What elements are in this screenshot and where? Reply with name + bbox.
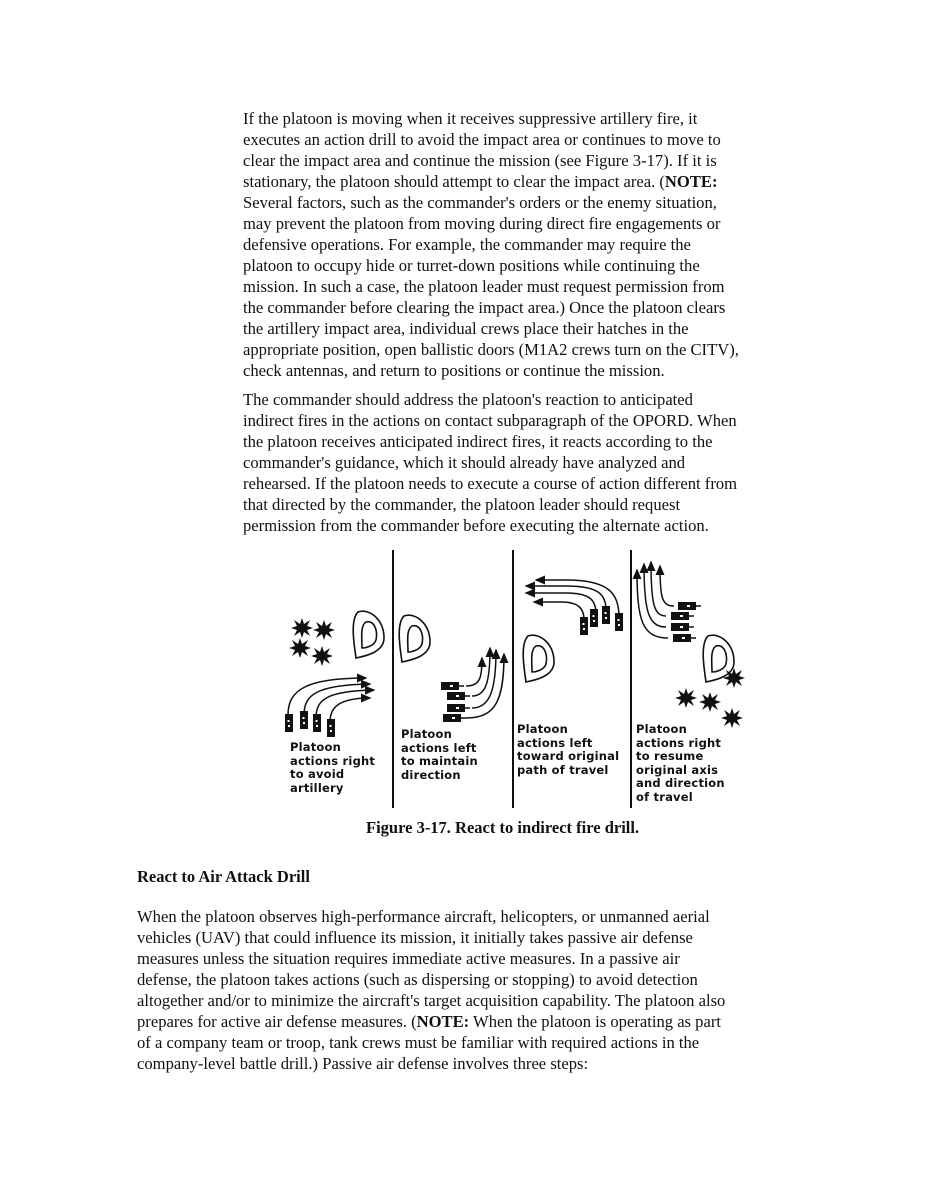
tank-icon [441,682,464,690]
text-line: company-level battle drill.) Passive air defense involves three steps: [137,1054,589,1073]
figure-react-to-indirect-fire [276,550,766,808]
text-line: When the platoon observes high-performance aircraft, helicopters, or unmanned aerial [137,907,710,926]
caption-line: original axis [636,762,719,777]
movement-arrow-icon [651,562,666,616]
tank-icon [313,714,321,732]
text-segment: When the platoon is operating as part [469,1012,721,1031]
body-paragraph-air-attack [137,906,725,1074]
tank-icon [678,602,701,610]
tank-icon [671,612,694,620]
artillery-burst-icon [291,618,313,638]
text-line: If the platoon is moving when it receives suppressive artillery fire, it [243,109,698,128]
artillery-burst-icon [675,688,697,708]
movement-arrow-icon [330,698,370,722]
text-line: measures unless the situation requires immediate active measures. In a passive air [137,949,680,968]
text-line: executes an action drill to avoid the impact area or continues to move to [243,130,721,149]
text-line: the artillery impact area, individual crews place their hatches in the [243,319,689,338]
text-line: the commander before clearing the impact area.) Once the platoon clears [243,298,726,317]
movement-arrow-icon [534,602,584,620]
caption-line: of travel [636,789,693,804]
caption-line: to resume [636,749,704,763]
panel-3-caption [517,723,619,777]
caption-line: artillery [290,780,344,795]
movement-arrow-icon [526,593,596,614]
text-line: appropriate position, open ballistic doors (M1A2 crews turn on the CITV), [243,340,739,359]
tank-icon [615,613,623,631]
panel-2-graphic [399,615,504,722]
text-line: defensive operations. For example, the commander may require the [243,235,691,254]
caption-line: to maintain [401,754,478,768]
tank-icon [447,704,470,712]
caption-line: direction [401,767,461,782]
tank-icon [673,634,696,642]
text-line: altogether and/or to minimize the aircraft's target acquisition capability. The platoon also [137,991,726,1010]
text-line: Several factors, such as the commander's orders or the enemy situation, [243,193,717,212]
text-line: of a company team or troop, tank crews must be familiar with required actions in the [137,1033,700,1052]
artillery-burst-icon [289,638,311,658]
movement-arrow-icon [526,586,606,610]
artillery-burst-icon [313,620,335,640]
movement-arrow-icon [288,678,366,715]
panel-2-caption [401,728,478,782]
note-label: NOTE: [664,172,718,191]
movement-arrow-icon [660,566,674,606]
caption-line: Platoon [290,740,342,754]
text-line [243,171,739,192]
movement-arrow-icon [304,684,370,715]
caption-line: actions left [401,740,477,755]
movement-arrow-icon [466,658,482,686]
text-line: mission. In such a case, the platoon leader must request permission from [243,277,725,296]
note-label: NOTE: [416,1012,470,1031]
caption-line: actions right [290,753,376,768]
text-line: platoon to occupy hide or turret-down positions while continuing the [243,256,700,275]
movement-arrow-icon [644,564,666,627]
hill-terrain-icon [399,615,430,662]
body-paragraph-indirect-fire [243,108,739,381]
text-segment: stationary, the platoon should attempt to clear the impact area. ( [243,172,665,191]
caption-line: actions right [636,735,722,750]
caption-line: Platoon [636,722,688,736]
tank-icon [327,719,335,737]
caption-line: path of travel [517,762,609,777]
caption-line: to avoid [290,767,345,781]
panel-4-caption [636,723,725,804]
text-line: vehicles (UAV) that could influence its mission, it initially takes passive air defense [137,928,693,947]
body-paragraph-anticipated-fires [243,389,737,536]
caption-line: and direction [636,776,725,790]
caption-line: toward original [517,749,620,763]
caption-line: Platoon [517,722,569,736]
text-line: may prevent the platoon from moving during direct fire engagements or [243,214,721,233]
panel-1-graphic [285,611,384,737]
panel-1-caption [290,741,375,795]
text-line: permission from the commander before executing the alternate action. [243,516,709,535]
movement-arrow-icon [316,690,374,718]
text-line: that directed by the commander, the platoon leader should request [243,495,681,514]
text-line: The commander should address the platoon's reaction to anticipated [243,390,693,409]
text-segment: prepares for active air defense measures. ( [137,1012,417,1031]
artillery-burst-icon [699,692,721,712]
artillery-burst-icon [311,646,333,666]
text-line: commander's guidance, which it should already have analyzed and [243,453,686,472]
panel-3-graphic [523,580,623,682]
tank-icon [285,714,293,732]
movement-arrow-icon [637,570,668,638]
movement-arrow-icon [472,650,496,708]
text-line: rehearsed. If the platoon needs to execute a course of action different from [243,474,738,493]
tank-icon [580,617,588,635]
tank-icon [671,623,694,631]
panel-4-graphic [637,562,745,728]
tank-icon [443,714,466,722]
caption-line: actions left [517,735,593,750]
text-line: check antennas, and return to positions or continue the mission. [243,361,665,380]
figure-caption: Figure 3-17. React to indirect fire drill. [366,818,640,837]
tank-icon [300,711,308,729]
hill-terrain-icon [523,635,554,682]
caption-line: Platoon [401,727,453,741]
text-line: the platoon receives anticipated indirect fires, it reacts according to the [243,432,713,451]
tank-icon [447,692,470,700]
section-heading: React to Air Attack Drill [137,867,310,886]
tank-icon [590,609,598,627]
artillery-burst-icon [723,668,745,688]
text-line [137,1011,725,1032]
tank-icon [602,606,610,624]
text-line: defense, the platoon takes actions (such as dispersing or stopping) to avoid detection [137,970,698,989]
text-line: clear the impact area and continue the mission (see Figure 3-17). If it is [243,151,717,170]
hill-terrain-icon [353,611,384,658]
text-line: indirect fires in the actions on contact subparagraph of the OPORD. When [243,411,737,430]
